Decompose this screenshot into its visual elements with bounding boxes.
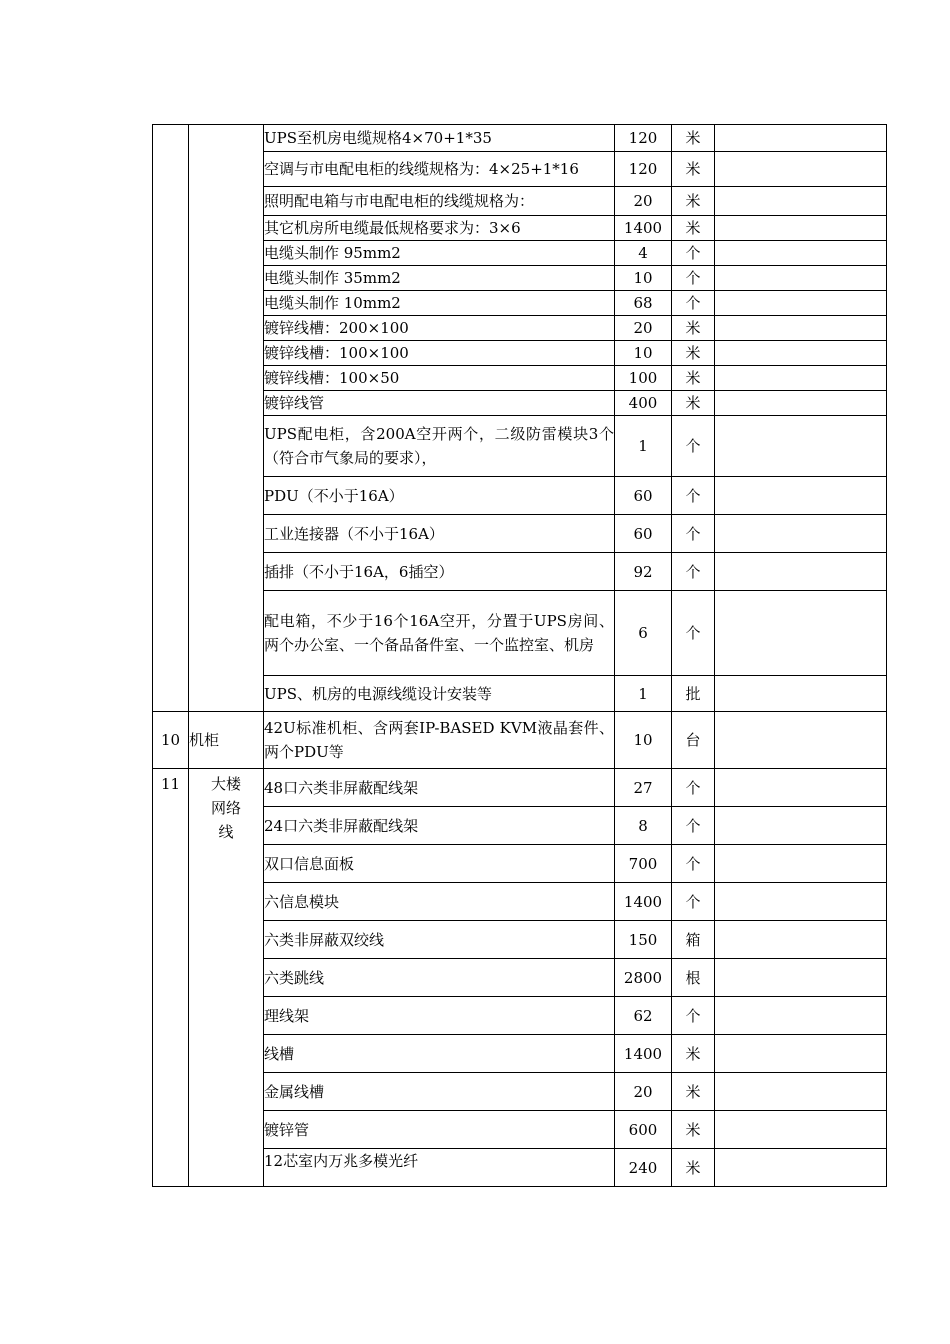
description-cell: 双口信息面板 xyxy=(264,845,615,883)
quantity-cell: 20 xyxy=(615,1073,672,1111)
table-row xyxy=(153,1073,887,1111)
unit-cell: 个 xyxy=(672,477,715,515)
category-label: 线 xyxy=(218,823,234,841)
unit-cell: 米 xyxy=(672,125,715,152)
category-cell xyxy=(189,712,264,769)
remarks-cell xyxy=(715,291,887,316)
unit-cell: 根 xyxy=(672,959,715,997)
quantity-cell: 20 xyxy=(615,316,672,341)
description-cell: 空调与市电配电柜的线缆规格为：4×25+1*16 xyxy=(264,152,615,187)
description-cell: 插排（不小于16A，6插空） xyxy=(264,553,615,591)
description-cell: 工业连接器（不小于16A） xyxy=(264,515,615,553)
unit-cell: 箱 xyxy=(672,921,715,959)
remarks-cell xyxy=(715,1035,887,1073)
description-cell: 六信息模块 xyxy=(264,883,615,921)
table-row xyxy=(153,366,887,391)
unit-cell: 米 xyxy=(672,391,715,416)
table-row xyxy=(153,1035,887,1073)
table-row xyxy=(153,883,887,921)
table-row xyxy=(153,515,887,553)
description-cell: 六类跳线 xyxy=(264,959,615,997)
quantity-cell: 10 xyxy=(615,712,672,769)
equipment-table xyxy=(152,124,887,1187)
quantity-cell: 10 xyxy=(615,341,672,366)
table-row xyxy=(153,477,887,515)
table-row xyxy=(153,845,887,883)
unit-cell: 个 xyxy=(672,291,715,316)
remarks-cell xyxy=(715,216,887,241)
unit-cell: 米 xyxy=(672,1073,715,1111)
item-number-cell: 11 xyxy=(153,769,189,1187)
remarks-cell xyxy=(715,1149,887,1187)
quantity-cell: 600 xyxy=(615,1111,672,1149)
quantity-cell: 20 xyxy=(615,187,672,216)
description-cell: 镀锌线槽：200×100 xyxy=(264,316,615,341)
quantity-cell: 6 xyxy=(615,591,672,676)
description-cell: 镀锌管 xyxy=(264,1111,615,1149)
unit-cell: 台 xyxy=(672,712,715,769)
description-cell: UPS配电柜，含200A空开两个，二级防雷模块3个（符合市气象局的要求）， xyxy=(264,416,615,477)
remarks-cell xyxy=(715,266,887,291)
unit-cell: 个 xyxy=(672,883,715,921)
remarks-cell xyxy=(715,1111,887,1149)
remarks-cell xyxy=(715,1073,887,1111)
category-label: 网络 xyxy=(210,799,241,817)
category-cell xyxy=(189,125,264,712)
description-cell: UPS至机房电缆规格4×70+1*35 xyxy=(264,125,615,152)
quantity-cell: 27 xyxy=(615,769,672,807)
description-cell: 12芯室内万兆多模光纤 xyxy=(264,1149,615,1187)
table-row xyxy=(153,997,887,1035)
table-row xyxy=(153,241,887,266)
category-cell xyxy=(189,769,264,1187)
quantity-cell: 92 xyxy=(615,553,672,591)
unit-cell: 米 xyxy=(672,1035,715,1073)
remarks-cell xyxy=(715,316,887,341)
unit-cell: 米 xyxy=(672,216,715,241)
quantity-cell: 10 xyxy=(615,266,672,291)
table-row xyxy=(153,921,887,959)
quantity-cell: 100 xyxy=(615,366,672,391)
quantity-cell: 62 xyxy=(615,997,672,1035)
description-cell: 电缆头制作 35mm2 xyxy=(264,266,615,291)
remarks-cell xyxy=(715,341,887,366)
description-cell: 电缆头制作 95mm2 xyxy=(264,241,615,266)
remarks-cell xyxy=(715,959,887,997)
description-cell: 24口六类非屏蔽配线架 xyxy=(264,807,615,845)
table-row xyxy=(153,187,887,216)
table-row xyxy=(153,1111,887,1149)
unit-cell: 米 xyxy=(672,152,715,187)
unit-cell: 米 xyxy=(672,187,715,216)
remarks-cell xyxy=(715,997,887,1035)
unit-cell: 个 xyxy=(672,553,715,591)
table-row xyxy=(153,216,887,241)
quantity-cell: 240 xyxy=(615,1149,672,1187)
table-row xyxy=(153,125,887,152)
quantity-cell: 60 xyxy=(615,477,672,515)
unit-cell: 批 xyxy=(672,676,715,712)
unit-cell: 个 xyxy=(672,266,715,291)
unit-cell: 米 xyxy=(672,366,715,391)
description-cell: 金属线槽 xyxy=(264,1073,615,1111)
description-cell: 镀锌线槽：100×50 xyxy=(264,366,615,391)
description-cell: PDU（不小于16A） xyxy=(264,477,615,515)
quantity-cell: 120 xyxy=(615,152,672,187)
remarks-cell xyxy=(715,883,887,921)
description-cell: 42U标准机柜、含两套IP-BASED KVM液晶套件、两个PDU等 xyxy=(264,712,615,769)
description-cell: 48口六类非屏蔽配线架 xyxy=(264,769,615,807)
description-cell: 照明配电箱与市电配电柜的线缆规格为： xyxy=(264,187,615,216)
table-row xyxy=(153,769,887,807)
remarks-cell xyxy=(715,187,887,216)
unit-cell: 个 xyxy=(672,769,715,807)
remarks-cell xyxy=(715,366,887,391)
description-cell: 线槽 xyxy=(264,1035,615,1073)
remarks-cell xyxy=(715,152,887,187)
quantity-cell: 120 xyxy=(615,125,672,152)
remarks-cell xyxy=(715,676,887,712)
description-cell: 理线架 xyxy=(264,997,615,1035)
table-row xyxy=(153,591,887,676)
table-row xyxy=(153,676,887,712)
table-row xyxy=(153,712,887,769)
table-row xyxy=(153,341,887,366)
quantity-cell: 400 xyxy=(615,391,672,416)
quantity-cell: 1 xyxy=(615,676,672,712)
quantity-cell: 68 xyxy=(615,291,672,316)
remarks-cell xyxy=(715,845,887,883)
quantity-cell: 1400 xyxy=(615,216,672,241)
description-cell: 镀锌线槽：100×100 xyxy=(264,341,615,366)
unit-cell: 米 xyxy=(672,341,715,366)
description-cell: 电缆头制作 10mm2 xyxy=(264,291,615,316)
description-cell: 六类非屏蔽双绞线 xyxy=(264,921,615,959)
quantity-cell: 60 xyxy=(615,515,672,553)
quantity-cell: 700 xyxy=(615,845,672,883)
description-cell: 配电箱，不少于16个16A空开，分置于UPS房间、两个办公室、一个备品备件室、一个监控室、机房 xyxy=(264,591,615,676)
quantity-cell: 4 xyxy=(615,241,672,266)
unit-cell: 个 xyxy=(672,845,715,883)
unit-cell: 米 xyxy=(672,1149,715,1187)
remarks-cell xyxy=(715,241,887,266)
table-row xyxy=(153,391,887,416)
unit-cell: 个 xyxy=(672,997,715,1035)
remarks-cell xyxy=(715,477,887,515)
unit-cell: 米 xyxy=(672,316,715,341)
remarks-cell xyxy=(715,769,887,807)
unit-cell: 米 xyxy=(672,1111,715,1149)
description-cell: 其它机房所电缆最低规格要求为：3×6 xyxy=(264,216,615,241)
table-row xyxy=(153,152,887,187)
unit-cell: 个 xyxy=(672,416,715,477)
quantity-cell: 1400 xyxy=(615,883,672,921)
remarks-cell xyxy=(715,591,887,676)
table-row xyxy=(153,553,887,591)
unit-cell: 个 xyxy=(672,807,715,845)
table-body xyxy=(153,125,887,1187)
quantity-cell: 8 xyxy=(615,807,672,845)
remarks-cell xyxy=(715,515,887,553)
remarks-cell xyxy=(715,125,887,152)
quantity-cell: 1 xyxy=(615,416,672,477)
unit-cell: 个 xyxy=(672,591,715,676)
table-row xyxy=(153,416,887,477)
description-cell: 镀锌线管 xyxy=(264,391,615,416)
quantity-cell: 1400 xyxy=(615,1035,672,1073)
remarks-cell xyxy=(715,391,887,416)
unit-cell: 个 xyxy=(672,241,715,266)
table-row xyxy=(153,1149,887,1187)
remarks-cell xyxy=(715,712,887,769)
table-row xyxy=(153,266,887,291)
remarks-cell xyxy=(715,416,887,477)
item-number-cell xyxy=(153,125,189,712)
remarks-cell xyxy=(715,553,887,591)
category-label: 机柜 xyxy=(189,731,220,749)
quantity-cell: 150 xyxy=(615,921,672,959)
remarks-cell xyxy=(715,807,887,845)
quantity-cell: 2800 xyxy=(615,959,672,997)
table-row xyxy=(153,807,887,845)
table-row xyxy=(153,291,887,316)
table-row xyxy=(153,316,887,341)
unit-cell: 个 xyxy=(672,515,715,553)
category-label: 大楼 xyxy=(210,775,241,793)
table-row xyxy=(153,959,887,997)
remarks-cell xyxy=(715,921,887,959)
item-number-cell: 10 xyxy=(153,712,189,769)
description-cell: UPS、机房的电源线缆设计安装等 xyxy=(264,676,615,712)
